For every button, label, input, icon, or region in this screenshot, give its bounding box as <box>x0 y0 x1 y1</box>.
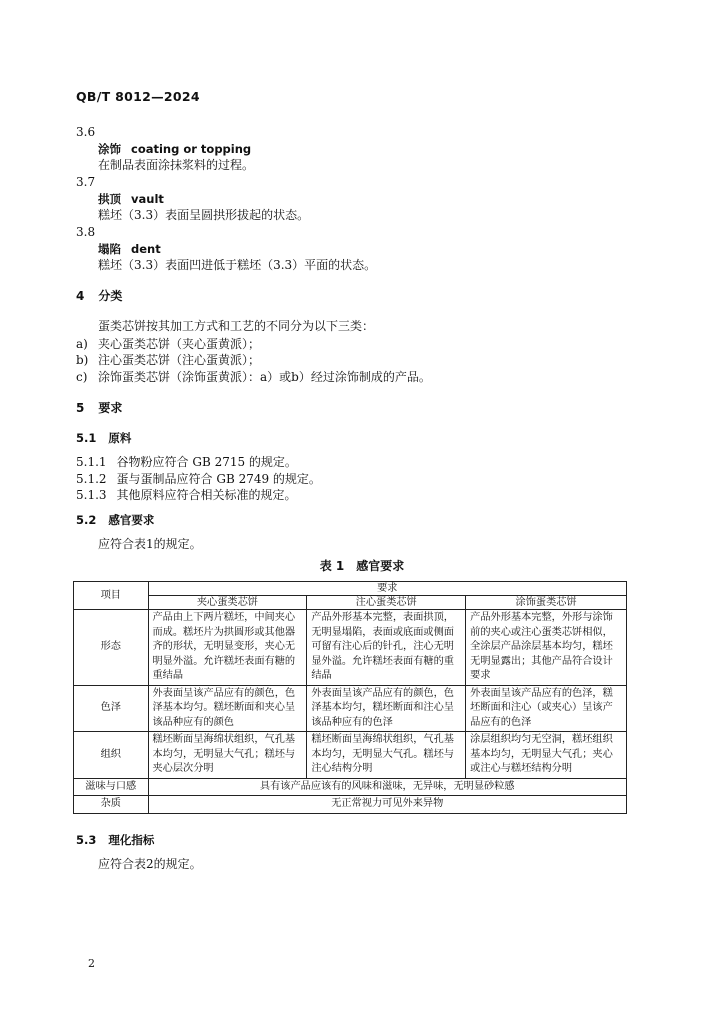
paragraph: 蛋类芯饼按其加工方式和工艺的不同分为以下三类： <box>98 319 375 333</box>
row-label: 滋味与口感 <box>74 778 149 796</box>
table-caption-number: 表 1 <box>319 559 345 573</box>
section-heading <box>76 288 122 304</box>
table-row <box>74 610 627 686</box>
clause <box>76 471 321 487</box>
table-cell: 糕坯断面呈海绵状组织，气孔基本均匀，无明显大气孔；糕坯与夹心层次分明 <box>148 732 307 779</box>
list-item <box>76 369 431 385</box>
table-cell: 产品外形基本完整，外形与涂饰前的夹心或注心蛋类芯饼相似，全涂层产品涂层基本均匀，糕坯无明显露出；其他产品符合设计要求 <box>466 610 627 686</box>
term-heading <box>98 241 161 257</box>
table-cell: 无正常视力可见外来异物 <box>148 796 627 814</box>
table-header-row <box>74 596 627 610</box>
subsection-title: 原料 <box>108 431 132 445</box>
clause <box>76 454 297 470</box>
list-text: 涂饰蛋类芯饼（涂饰蛋黄派）：a）或b）经过涂饰制成的产品。 <box>98 370 431 384</box>
section-title: 分类 <box>98 289 123 303</box>
term-en: vault <box>131 192 164 206</box>
header-requirements: 要求 <box>148 582 627 596</box>
list-text: 夹心蛋类芯饼（夹心蛋黄派）； <box>98 337 261 351</box>
term-definition: 糕坯（3.3）表面呈圆拱形拔起的状态。 <box>98 208 310 222</box>
table-cell: 产品由上下两片糕坯，中间夹心而成。糕坯片为拱圆形或其他器齐的形状，无明显变形，夹心无明显外溢。允许糕坯表面有糖的重结晶 <box>148 610 307 686</box>
subsection-heading <box>76 430 131 446</box>
row-label: 组织 <box>74 732 149 779</box>
list-marker: c) <box>76 370 88 384</box>
subsection-title: 感官要求 <box>108 513 155 527</box>
table-cell: 产品外形基本完整，表面拱顶，无明显塌陷，表面或底面或侧面可留有注心后的针孔，注心无明显外溢。允许糕坯表面有糖的重结晶 <box>307 610 466 686</box>
term-en: coating or topping <box>131 142 252 156</box>
header-item: 项目 <box>74 582 149 610</box>
table-header-row <box>74 582 627 596</box>
row-label: 形态 <box>74 610 149 686</box>
table-row <box>74 685 627 732</box>
clause-text: 谷物粉应符合 GB 2715 的规定。 <box>116 455 297 469</box>
table-caption <box>0 558 724 574</box>
clause-number: 5.1.2 <box>76 472 107 486</box>
paragraph: 应符合表1的规定。 <box>98 537 202 551</box>
row-label: 杂质 <box>74 796 149 814</box>
subsection-heading <box>76 832 154 848</box>
row-label: 色泽 <box>74 685 149 732</box>
table-cell: 外表面呈该产品应有的色泽，糕坯断面和注心（或夹心）呈该产品应有的色泽 <box>466 685 627 732</box>
list-item <box>76 352 260 368</box>
term-number: 3.8 <box>76 225 96 239</box>
subsection-number: 5.1 <box>76 431 97 445</box>
table-row <box>74 778 627 796</box>
table-caption-title: 感官要求 <box>356 559 405 573</box>
header-column: 夹心蛋类芯饼 <box>148 596 307 610</box>
clause-text: 其他原料应符合相关标准的规定。 <box>116 488 297 502</box>
list-item <box>76 336 260 352</box>
list-marker: b) <box>76 353 89 367</box>
section-number: 5 <box>76 401 85 415</box>
sensory-requirements-table <box>73 581 627 814</box>
term-number: 3.7 <box>76 175 96 189</box>
term-number: 3.6 <box>76 125 96 139</box>
table-cell: 涂层组织均匀无空洞，糕坯组织基本均匀，无明显大气孔；夹心或注心与糕坯结构分明 <box>466 732 627 779</box>
paragraph: 应符合表2的规定。 <box>98 857 202 871</box>
table-cell: 外表面呈该产品应有的颜色，色泽基本均匀，糕坯断面和注心呈该品种应有的色泽 <box>307 685 466 732</box>
term-heading <box>98 141 251 157</box>
term-zh: 拱顶 <box>98 192 121 206</box>
term-en: dent <box>131 242 161 256</box>
page-number: 2 <box>88 957 95 970</box>
subsection-number: 5.3 <box>76 833 97 847</box>
subsection-title: 理化指标 <box>108 833 155 847</box>
list-marker: a) <box>76 337 88 351</box>
term-zh: 塌陷 <box>98 242 121 256</box>
section-title: 要求 <box>98 401 123 415</box>
list-text: 注心蛋类芯饼（注心蛋黄派）； <box>98 353 261 367</box>
clause-number: 5.1.1 <box>76 455 107 469</box>
table-cell: 糕坯断面呈海绵状组织，气孔基本均匀，无明显大气孔。糕坯与注心结构分明 <box>307 732 466 779</box>
section-number: 4 <box>76 289 85 303</box>
table-cell: 外表面呈该产品应有的颜色，色泽基本均匀。糕坯断面和夹心呈该品种应有的颜色 <box>148 685 307 732</box>
term-definition: 在制品表面涂抹浆料的过程。 <box>98 158 255 172</box>
subsection-heading <box>76 512 154 528</box>
standard-number: QB/T 8012—2024 <box>76 89 200 104</box>
clause <box>76 487 297 503</box>
table-cell: 具有该产品应该有的风味和滋味，无异味，无明显砂粒感 <box>148 778 627 796</box>
term-heading <box>98 191 164 207</box>
term-zh: 涂饰 <box>98 142 121 156</box>
table-row <box>74 796 627 814</box>
header-column: 涂饰蛋类芯饼 <box>466 596 627 610</box>
section-heading <box>76 400 122 416</box>
term-definition: 糕坯（3.3）表面凹进低于糕坯（3.3）平面的状态。 <box>98 258 377 272</box>
clause-text: 蛋与蛋制品应符合 GB 2749 的规定。 <box>116 472 321 486</box>
clause-number: 5.1.3 <box>76 488 107 502</box>
subsection-number: 5.2 <box>76 513 97 527</box>
table-row <box>74 732 627 779</box>
header-column: 注心蛋类芯饼 <box>307 596 466 610</box>
